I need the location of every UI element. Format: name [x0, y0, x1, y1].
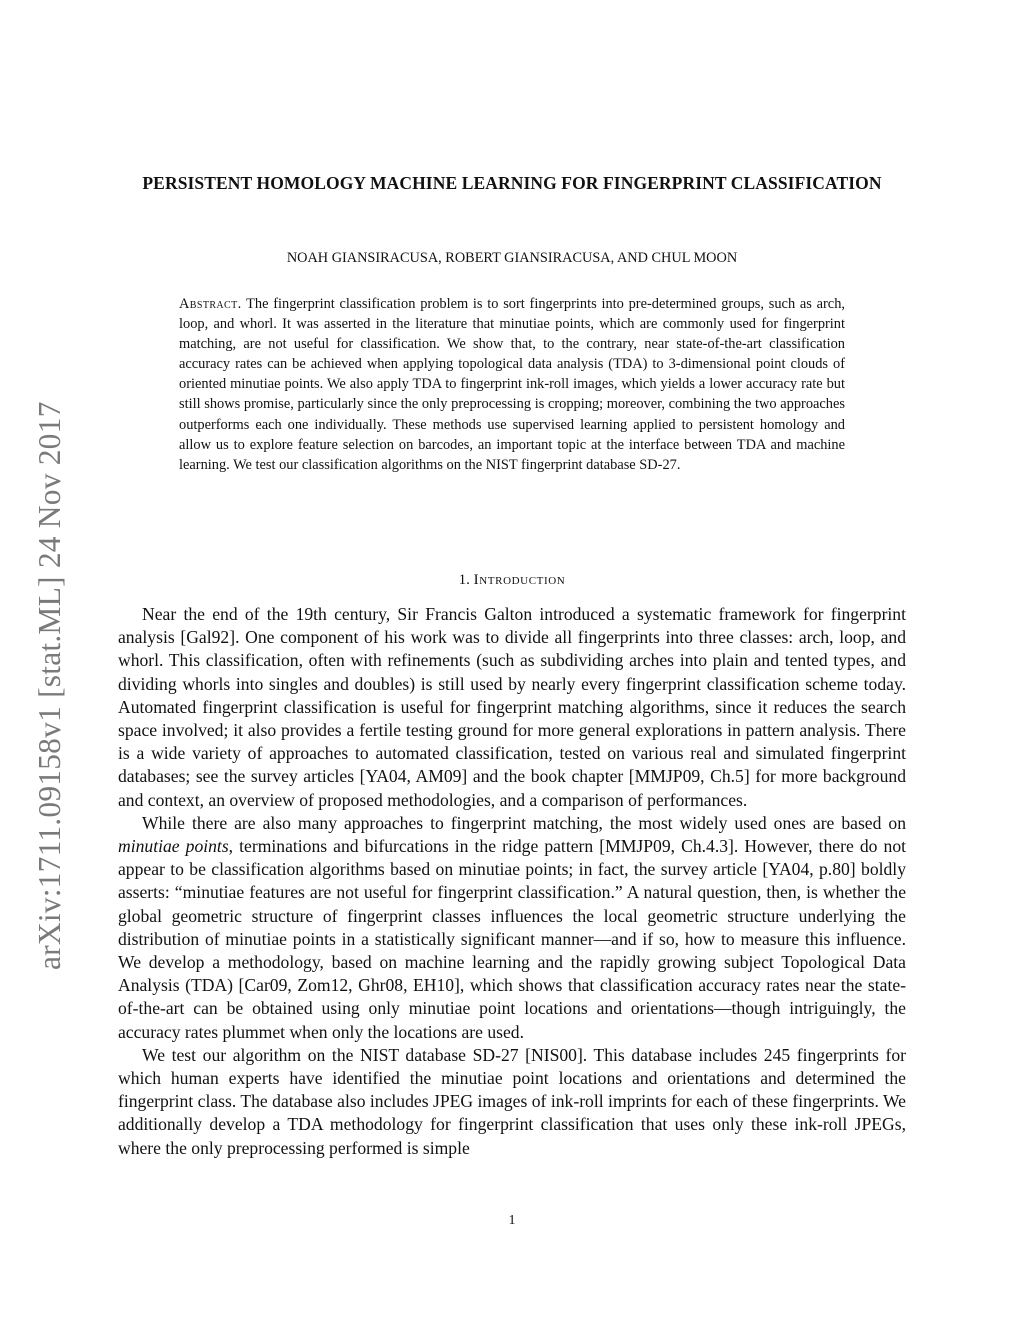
paragraph-3: We test our algorithm on the NIST database SD-27 [NIS00]. This database includes 245 fingerprints for which human experts have identified the minutiae point locations and orientations and determined the fingerprint class. The database also includes JPEG images of ink-roll imprints for each of these fingerprints. We additionally develop a TDA methodology for fingerprint classification that uses only these ink-roll JPEGs, where the only preprocessing performed is simple: [118, 1044, 906, 1158]
abstract-text: The fingerprint classification problem is to sort fingerprints into pre-determined groups, such as arch, loop, and whorl. It was asserted in the literature that minutiae points, which are commonly used for fingerprint matching, are not useful for classification. We show that, to the contrary, near state-of-the-art classification accuracy rates can be achieved when applying topological data analysis (TDA) to 3-dimensional point clouds of oriented minutiae points. We also apply TDA to fingerprint ink-roll images, which yields a lower accuracy rate but still shows promise, particularly since the only preprocessing is cropping; moreover, combining the two approaches outperforms each one individually. These methods use supervised learning applied to persistent homology and allow us to explore feature selection on barcodes, an important topic at the interface between TDA and machine learning. We test our classification algorithms on the NIST fingerprint database SD-27.: [179, 296, 845, 473]
paragraph-2-rest: , terminations and bifurcations in the ridge pattern [MMJP09, Ch.4.3]. However, there do not appear to be classification algorithms based on minutiae points; in fact, the survey article [YA04, p.80] boldly asserts: “minutiae features are not useful for fingerprint classification.” A natural question, then, is whether the global geometric structure of fingerprint classes influences the local geometric structure underlying the distribution of minutiae points in a statistically significant manner—and if so, how to measure this influence. We develop a methodology, based on machine learning and the rapidly growing subject Topological Data Analysis (TDA) [Car09, Zom12, Ghr08, EH10], which shows that classification accuracy rates near the state-of-the-art can be obtained using only minutiae point locations and orientations—though intriguingly, the accuracy rates plummet when only the locations are used.: [118, 836, 906, 1042]
paragraph-1: Near the end of the 19th century, Sir Francis Galton introduced a systematic framework for fingerprint analysis [Gal92]. One component of his work was to divide all fingerprints into three classes: arch, loop, and whorl. This classification, often with refinements (such as subdividing arches into plain and tented types, and dividing whorls into singles and doubles) is still used by nearly every fingerprint classification scheme today. Automated fingerprint classification is useful for fingerprint matching algorithms, since it reduces the search space involved; it also provides a fertile testing ground for more general explorations in pattern analysis. There is a wide variety of approaches to automated classification, tested on various real and simulated fingerprint databases; see the survey articles [YA04, AM09] and the book chapter [MMJP09, Ch.5] for more background and context, an overview of proposed methodologies, and a comparison of performances.: [118, 604, 906, 810]
emphasis-minutiae-points: minutiae points: [118, 836, 229, 857]
paper-title: PERSISTENT HOMOLOGY MACHINE LEARNING FOR FINGERPRINT CLASSIFICATION: [142, 173, 882, 193]
abstract-label: Abstract.: [179, 296, 242, 312]
section-number: 1.: [458, 572, 470, 588]
abstract-block: [179, 294, 845, 475]
paragraph-2-start: While there are also many approaches to fingerprint matching, the most widely used ones are based on: [142, 812, 906, 833]
paragraph-2: [118, 812, 906, 1044]
section-heading-introduction: [118, 570, 906, 590]
section-title: Introduction: [473, 572, 566, 588]
paper-authors: NOAH GIANSIRACUSA, ROBERT GIANSIRACUSA, AND CHUL MOON: [286, 250, 738, 266]
arxiv-identifier-stamp: [30, 340, 70, 970]
introduction-body: [118, 603, 906, 1160]
page-number: 1: [508, 1213, 516, 1228]
arxiv-identifier-text: arXiv:1711.09158v1 [stat.ML] 24 Nov 2017: [32, 401, 67, 970]
